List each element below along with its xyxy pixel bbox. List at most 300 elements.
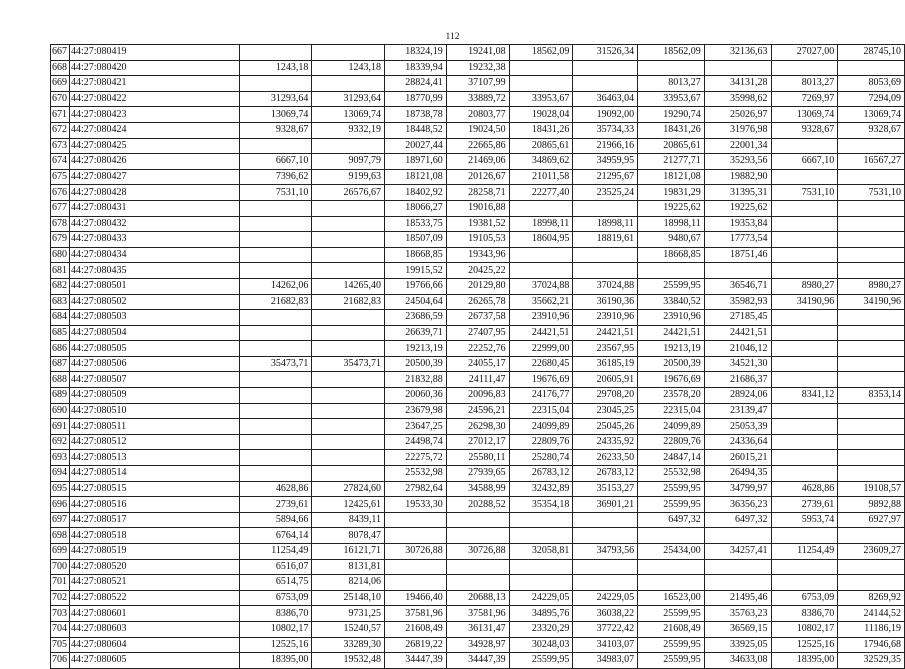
value-cell: 24421,51	[509, 325, 573, 341]
value-cell: 19290,74	[638, 107, 705, 123]
value-cell	[771, 310, 838, 326]
row-number: 675	[51, 169, 70, 185]
value-cell: 32529,35	[838, 653, 905, 669]
value-cell: 35998,62	[704, 91, 771, 107]
value-cell	[312, 263, 385, 279]
value-cell: 19225,62	[638, 200, 705, 216]
value-cell: 22809,76	[509, 434, 573, 450]
table-row	[51, 653, 905, 669]
cadastral-number: 44:27:080422	[70, 91, 240, 107]
table-row	[51, 372, 905, 388]
value-cell: 18402,92	[385, 185, 447, 201]
row-number: 689	[51, 388, 70, 404]
value-cell: 19108,57	[838, 481, 905, 497]
table-row	[51, 419, 905, 435]
value-cell: 19232,38	[446, 60, 509, 76]
table-row	[51, 232, 905, 248]
row-number: 671	[51, 107, 70, 123]
value-cell	[312, 200, 385, 216]
value-cell: 33289,30	[312, 637, 385, 653]
value-cell	[509, 60, 573, 76]
cadastral-number: 44:27:080510	[70, 403, 240, 419]
value-cell: 24596,21	[446, 403, 509, 419]
value-cell: 20027,44	[385, 138, 447, 154]
cadastral-number: 44:27:080507	[70, 372, 240, 388]
value-cell	[638, 559, 705, 575]
cadastral-number: 44:27:080505	[70, 341, 240, 357]
value-cell	[239, 403, 312, 419]
value-cell: 34190,96	[771, 294, 838, 310]
value-cell	[312, 403, 385, 419]
value-cell: 27012,17	[446, 434, 509, 450]
value-cell	[771, 216, 838, 232]
value-cell	[509, 528, 573, 544]
value-cell: 24099,89	[638, 419, 705, 435]
value-cell	[838, 528, 905, 544]
value-cell: 35293,56	[704, 154, 771, 170]
value-cell: 20288,52	[446, 497, 509, 513]
value-cell: 24099,89	[509, 419, 573, 435]
table-row	[51, 434, 905, 450]
value-cell: 18998,11	[573, 216, 638, 232]
value-cell: 24421,51	[638, 325, 705, 341]
value-cell: 18448,52	[385, 122, 447, 138]
value-cell	[704, 263, 771, 279]
value-cell: 18431,26	[638, 122, 705, 138]
value-cell: 20425,22	[446, 263, 509, 279]
value-cell: 6764,14	[239, 528, 312, 544]
value-cell	[771, 403, 838, 419]
value-cell: 13069,74	[838, 107, 905, 123]
value-cell	[838, 559, 905, 575]
value-cell: 8386,70	[771, 606, 838, 622]
value-cell: 34447,39	[446, 653, 509, 669]
value-cell	[312, 341, 385, 357]
value-cell: 7531,10	[838, 185, 905, 201]
value-cell: 22315,04	[509, 403, 573, 419]
value-cell: 25599,95	[638, 653, 705, 669]
value-cell: 35982,93	[704, 294, 771, 310]
value-cell	[239, 247, 312, 263]
value-cell: 34447,39	[385, 653, 447, 669]
value-cell	[312, 247, 385, 263]
cadastral-number: 44:27:080520	[70, 559, 240, 575]
value-cell: 31293,64	[312, 91, 385, 107]
value-cell: 25599,95	[638, 606, 705, 622]
value-cell: 22680,45	[509, 356, 573, 372]
value-cell: 30248,03	[509, 637, 573, 653]
value-cell	[312, 466, 385, 482]
value-cell: 25599,95	[638, 278, 705, 294]
value-cell: 12525,16	[239, 637, 312, 653]
row-number: 706	[51, 653, 70, 669]
value-cell: 31395,31	[704, 185, 771, 201]
value-cell: 34983,07	[573, 653, 638, 669]
value-cell: 33925,05	[704, 637, 771, 653]
table-row	[51, 278, 905, 294]
value-cell: 21295,67	[573, 169, 638, 185]
value-cell	[771, 200, 838, 216]
value-cell	[239, 466, 312, 482]
row-number: 684	[51, 310, 70, 326]
table-row	[51, 91, 905, 107]
value-cell: 27939,65	[446, 466, 509, 482]
cadastral-number: 44:27:080604	[70, 637, 240, 653]
value-cell: 11186,19	[838, 621, 905, 637]
value-cell: 5953,74	[771, 512, 838, 528]
value-cell: 7294,09	[838, 91, 905, 107]
cadastral-number: 44:27:080427	[70, 169, 240, 185]
cadastral-number: 44:27:080605	[70, 653, 240, 669]
value-cell: 19915,52	[385, 263, 447, 279]
value-cell	[838, 169, 905, 185]
value-cell: 18819,61	[573, 232, 638, 248]
value-cell	[573, 247, 638, 263]
value-cell: 34190,96	[838, 294, 905, 310]
value-cell	[312, 419, 385, 435]
value-cell	[385, 575, 447, 591]
value-cell: 21682,83	[312, 294, 385, 310]
value-cell: 8980,27	[771, 278, 838, 294]
value-cell: 25434,00	[638, 544, 705, 560]
value-cell	[446, 528, 509, 544]
row-number: 676	[51, 185, 70, 201]
value-cell: 18971,60	[385, 154, 447, 170]
value-cell: 12525,16	[771, 637, 838, 653]
table-row	[51, 544, 905, 560]
value-cell	[771, 528, 838, 544]
cadastral-number: 44:27:080603	[70, 621, 240, 637]
table-row	[51, 263, 905, 279]
value-cell	[838, 325, 905, 341]
value-cell: 18998,11	[509, 216, 573, 232]
value-cell: 25053,39	[704, 419, 771, 435]
value-cell: 20500,39	[385, 356, 447, 372]
row-number: 688	[51, 372, 70, 388]
value-cell: 28745,10	[838, 45, 905, 61]
value-cell	[838, 200, 905, 216]
value-cell: 9097,79	[312, 154, 385, 170]
value-cell	[509, 76, 573, 92]
value-cell: 32136,63	[704, 45, 771, 61]
row-number: 683	[51, 294, 70, 310]
table-row	[51, 60, 905, 76]
value-cell: 20096,83	[446, 388, 509, 404]
value-cell	[771, 356, 838, 372]
value-cell: 37107,99	[446, 76, 509, 92]
table-row	[51, 76, 905, 92]
value-cell: 8013,27	[638, 76, 705, 92]
value-cell: 23647,25	[385, 419, 447, 435]
value-cell	[771, 372, 838, 388]
value-cell: 34257,41	[704, 544, 771, 560]
value-cell: 37024,88	[573, 278, 638, 294]
value-cell: 4628,86	[771, 481, 838, 497]
value-cell	[838, 372, 905, 388]
value-cell: 18738,78	[385, 107, 447, 123]
value-cell: 36185,19	[573, 356, 638, 372]
value-cell	[704, 575, 771, 591]
cadastral-number: 44:27:080501	[70, 278, 240, 294]
value-cell	[771, 450, 838, 466]
table-row	[51, 216, 905, 232]
value-cell: 25599,95	[638, 497, 705, 513]
row-number: 705	[51, 637, 70, 653]
value-cell: 21966,16	[573, 138, 638, 154]
value-cell: 23320,29	[509, 621, 573, 637]
value-cell	[509, 263, 573, 279]
value-cell	[838, 216, 905, 232]
value-cell: 34928,97	[446, 637, 509, 653]
value-cell: 8341,12	[771, 388, 838, 404]
table-body	[51, 45, 905, 669]
value-cell: 19466,40	[385, 590, 447, 606]
value-cell	[385, 559, 447, 575]
value-cell: 25532,98	[385, 466, 447, 482]
value-cell: 23686,59	[385, 310, 447, 326]
value-cell: 36546,71	[704, 278, 771, 294]
value-cell: 32432,89	[509, 481, 573, 497]
row-number: 701	[51, 575, 70, 591]
value-cell: 18562,09	[509, 45, 573, 61]
value-cell	[771, 434, 838, 450]
value-cell: 19213,19	[385, 341, 447, 357]
value-cell: 8439,11	[312, 512, 385, 528]
value-cell: 19241,08	[446, 45, 509, 61]
value-cell: 26819,22	[385, 637, 447, 653]
value-cell: 37722,42	[573, 621, 638, 637]
row-number: 690	[51, 403, 70, 419]
table-row	[51, 403, 905, 419]
table-row	[51, 637, 905, 653]
value-cell: 27824,60	[312, 481, 385, 497]
value-cell: 20688,13	[446, 590, 509, 606]
value-cell: 2739,61	[239, 497, 312, 513]
value-cell	[638, 263, 705, 279]
table-row	[51, 341, 905, 357]
value-cell: 7531,10	[239, 185, 312, 201]
row-number: 680	[51, 247, 70, 263]
value-cell	[838, 575, 905, 591]
value-cell: 19882,90	[704, 169, 771, 185]
value-cell: 10802,17	[771, 621, 838, 637]
value-cell: 13069,74	[312, 107, 385, 123]
page-number: 112	[445, 32, 460, 42]
value-cell	[312, 434, 385, 450]
value-cell: 18339,94	[385, 60, 447, 76]
value-cell: 19343,96	[446, 247, 509, 263]
table-row	[51, 138, 905, 154]
value-cell	[239, 76, 312, 92]
row-number: 681	[51, 263, 70, 279]
table-row	[51, 356, 905, 372]
row-number: 672	[51, 122, 70, 138]
value-cell: 26737,58	[446, 310, 509, 326]
value-cell: 21686,37	[704, 372, 771, 388]
value-cell: 36038,22	[573, 606, 638, 622]
cadastral-number: 44:27:080514	[70, 466, 240, 482]
value-cell: 26233,50	[573, 450, 638, 466]
table-row	[51, 466, 905, 482]
value-cell: 22315,04	[638, 403, 705, 419]
value-cell: 1243,18	[239, 60, 312, 76]
value-cell: 18668,85	[638, 247, 705, 263]
cadastral-number: 44:27:080424	[70, 122, 240, 138]
value-cell: 26783,12	[573, 466, 638, 482]
value-cell: 22999,00	[509, 341, 573, 357]
value-cell: 18066,27	[385, 200, 447, 216]
value-cell	[509, 200, 573, 216]
value-cell: 34793,56	[573, 544, 638, 560]
value-cell: 23045,25	[573, 403, 638, 419]
value-cell: 23139,47	[704, 403, 771, 419]
table-row	[51, 481, 905, 497]
value-cell: 21682,83	[239, 294, 312, 310]
value-cell: 6497,32	[638, 512, 705, 528]
value-cell: 11254,49	[771, 544, 838, 560]
cadastral-number: 44:27:080521	[70, 575, 240, 591]
value-cell	[312, 216, 385, 232]
value-cell	[838, 356, 905, 372]
value-cell	[312, 138, 385, 154]
value-cell: 20803,77	[446, 107, 509, 123]
value-cell	[239, 325, 312, 341]
value-cell: 8269,92	[838, 590, 905, 606]
value-cell	[385, 528, 447, 544]
value-cell: 24176,77	[509, 388, 573, 404]
value-cell: 24144,52	[838, 606, 905, 622]
value-cell: 26639,71	[385, 325, 447, 341]
value-cell: 23525,24	[573, 185, 638, 201]
value-cell	[638, 575, 705, 591]
value-cell: 33840,52	[638, 294, 705, 310]
value-cell	[704, 60, 771, 76]
value-cell: 9199,63	[312, 169, 385, 185]
value-cell: 6667,10	[239, 154, 312, 170]
table-row	[51, 122, 905, 138]
value-cell: 33889,72	[446, 91, 509, 107]
value-cell: 23910,96	[638, 310, 705, 326]
cadastral-number: 44:27:080428	[70, 185, 240, 201]
value-cell: 16567,27	[838, 154, 905, 170]
cadastral-number: 44:27:080516	[70, 497, 240, 513]
value-cell	[838, 232, 905, 248]
value-cell	[312, 372, 385, 388]
cadastral-number: 44:27:080504	[70, 325, 240, 341]
value-cell: 9332,19	[312, 122, 385, 138]
value-cell: 21495,46	[704, 590, 771, 606]
value-cell: 20060,36	[385, 388, 447, 404]
row-number: 685	[51, 325, 70, 341]
cadastral-number: 44:27:080601	[70, 606, 240, 622]
value-cell	[239, 419, 312, 435]
value-cell: 19532,48	[312, 653, 385, 669]
value-cell	[771, 559, 838, 575]
value-cell: 24421,51	[704, 325, 771, 341]
row-number: 704	[51, 621, 70, 637]
cadastral-number: 44:27:080502	[70, 294, 240, 310]
value-cell: 37581,96	[385, 606, 447, 622]
cadastral-number: 44:27:080433	[70, 232, 240, 248]
value-cell: 25280,74	[509, 450, 573, 466]
value-cell: 23910,96	[573, 310, 638, 326]
value-cell: 25148,10	[312, 590, 385, 606]
value-cell	[509, 247, 573, 263]
row-number: 674	[51, 154, 70, 170]
value-cell: 36463,04	[573, 91, 638, 107]
value-cell: 34131,28	[704, 76, 771, 92]
value-cell: 18770,99	[385, 91, 447, 107]
row-number: 696	[51, 497, 70, 513]
value-cell: 2739,61	[771, 497, 838, 513]
value-cell	[573, 528, 638, 544]
value-cell	[771, 341, 838, 357]
row-number: 702	[51, 590, 70, 606]
cadastral-number: 44:27:080506	[70, 356, 240, 372]
value-cell: 31976,98	[704, 122, 771, 138]
table-row	[51, 107, 905, 123]
value-cell: 35354,18	[509, 497, 573, 513]
value-cell	[239, 450, 312, 466]
value-cell	[239, 341, 312, 357]
value-cell	[385, 512, 447, 528]
value-cell: 34869,62	[509, 154, 573, 170]
row-number: 679	[51, 232, 70, 248]
row-number: 677	[51, 200, 70, 216]
cadastral-number: 44:27:080512	[70, 434, 240, 450]
table-row	[51, 590, 905, 606]
value-cell	[573, 200, 638, 216]
value-cell: 27982,64	[385, 481, 447, 497]
value-cell	[771, 169, 838, 185]
value-cell: 16523,00	[638, 590, 705, 606]
value-cell: 18121,08	[638, 169, 705, 185]
table-row	[51, 559, 905, 575]
value-cell: 31526,34	[573, 45, 638, 61]
value-cell: 23679,98	[385, 403, 447, 419]
table-row	[51, 294, 905, 310]
cadastral-number: 44:27:080517	[70, 512, 240, 528]
value-cell: 24336,64	[704, 434, 771, 450]
value-cell	[573, 60, 638, 76]
value-cell: 22001,34	[704, 138, 771, 154]
value-cell: 24055,17	[446, 356, 509, 372]
value-cell: 35153,27	[573, 481, 638, 497]
value-cell: 13069,74	[239, 107, 312, 123]
value-cell	[838, 466, 905, 482]
cadastral-number: 44:27:080426	[70, 154, 240, 170]
value-cell: 30726,88	[446, 544, 509, 560]
cadastral-value-table	[50, 44, 905, 669]
value-cell: 16121,71	[312, 544, 385, 560]
value-cell: 24335,92	[573, 434, 638, 450]
value-cell	[838, 434, 905, 450]
value-cell: 19028,04	[509, 107, 573, 123]
value-cell	[838, 247, 905, 263]
value-cell	[239, 372, 312, 388]
value-cell: 21832,88	[385, 372, 447, 388]
value-cell: 29708,20	[573, 388, 638, 404]
value-cell: 19676,69	[638, 372, 705, 388]
value-cell	[239, 263, 312, 279]
value-cell: 6516,07	[239, 559, 312, 575]
value-cell: 6667,10	[771, 154, 838, 170]
value-cell: 33953,67	[509, 91, 573, 107]
value-cell: 24229,05	[509, 590, 573, 606]
value-cell	[312, 450, 385, 466]
value-cell	[239, 434, 312, 450]
value-cell: 36901,21	[573, 497, 638, 513]
